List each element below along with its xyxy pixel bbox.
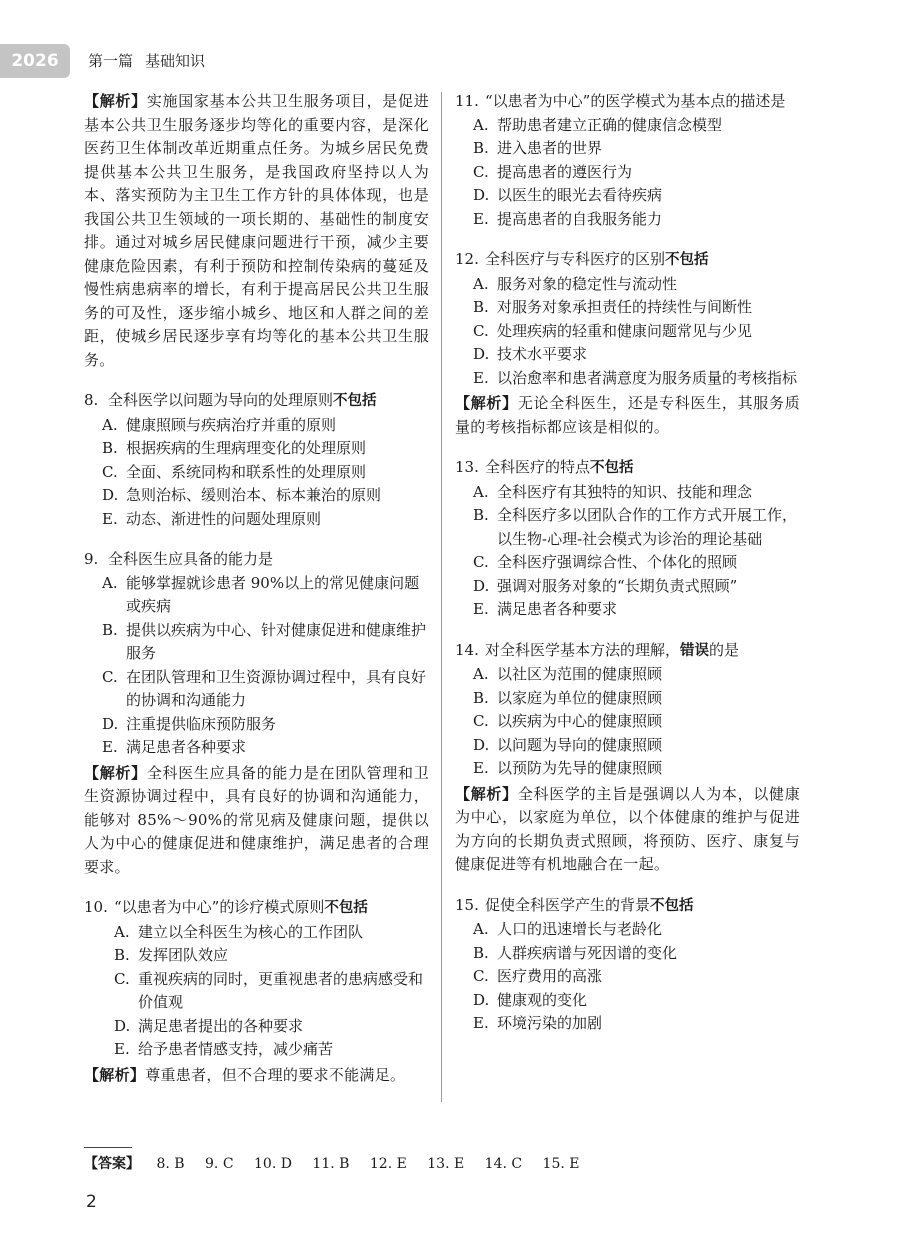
option-b: B. 进入患者的世界 (473, 139, 603, 157)
option-c: C. 以疾病为中心的健康照顾 (473, 712, 663, 730)
option-e: E. 提高患者的自我服务能力 (473, 209, 663, 228)
question-number: 14. (455, 640, 479, 659)
explanation-block (455, 783, 800, 877)
explanation-text: 全科医学的主旨是强调以人为本，以健康为中心，以家庭为单位，以个体健康的维护与促进为方向的长期负责式照顾，将预防、医疗、康复与健康促进等有机地融合在一起。 (455, 784, 801, 873)
answer-item: 9. C (205, 1156, 234, 1172)
question-stem (455, 639, 800, 664)
option-e: E. 满足患者各种要求 (102, 738, 247, 756)
emphasis: 不包括 (324, 900, 368, 916)
option-list (84, 921, 429, 1062)
explanation-tag: 【解析】 (455, 784, 518, 803)
question-text: 全科医学以问题为导向的处理原则不包括 (108, 391, 377, 409)
option-a: A. 全科医疗有其独特的知识、技能和理念 (473, 482, 753, 501)
option-b: B. 以家庭为单位的健康照顾 (473, 688, 663, 707)
option-a: A. 以社区为范围的健康照顾 (473, 665, 663, 683)
question-stem (84, 896, 429, 921)
option-a: A. 建立以全科医生为核心的工作团队 (114, 922, 364, 941)
emphasis: 不包括 (590, 460, 634, 476)
option-b: B. 全科医疗多以团队合作的工作方式开展工作，以生物-心理-社会模式为诊治的理论基础 (473, 506, 798, 548)
option-list (455, 663, 800, 781)
question-text: 全科医疗的特点不包括 (485, 458, 634, 476)
section-title (88, 44, 205, 78)
option-d: D. 满足患者提出的各种要求 (114, 1016, 304, 1035)
explanation-text: 无论全科医生，还是专科医生，其服务质量的考核指标都应该是相似的。 (455, 394, 801, 436)
question-text: 对全科医学基本方法的理解，错误的是 (485, 640, 740, 659)
question-8 (84, 389, 429, 531)
option-c: C. 全科医疗强调综合性、个体化的照顾 (473, 553, 738, 571)
question-stem (455, 90, 800, 114)
option-a: A. 能够掌握就诊患者 90%以上的常见健康问题或疾病 (102, 573, 420, 615)
option-e: E. 以预防为先导的健康照顾 (473, 759, 663, 777)
explanation-tag: 【解析】 (455, 394, 518, 412)
part-label: 第一篇 (88, 52, 134, 70)
emphasis: 不包括 (665, 252, 709, 268)
year-tab: 2026 (0, 44, 70, 78)
option-b: B. 根据疾病的生理病理变化的处理原则 (102, 439, 367, 457)
option-c: C. 处理疾病的轻重和健康问题常见与少见 (473, 321, 753, 340)
option-list (455, 114, 800, 232)
explanation-block (84, 90, 429, 372)
explanation-text: 尊重患者，但不合理的要求不能满足。 (145, 1065, 406, 1084)
explanation-tag: 【解析】 (84, 92, 147, 110)
option-list (84, 414, 429, 532)
option-e: E. 以治愈率和患者满意度为服务质量的考核指标 (473, 368, 798, 387)
option-d: D. 急则治标、缓则治本、标本兼治的原则 (102, 486, 382, 504)
option-b: B. 对服务对象承担责任的持续性与间断性 (473, 298, 753, 316)
chapter-label: 基础知识 (145, 52, 206, 70)
option-list (84, 572, 429, 760)
option-b: B. 提供以疾病为中心、针对健康促进和健康维护服务 (102, 620, 427, 662)
question-stem (455, 456, 800, 481)
question-stem (84, 548, 429, 572)
question-stem (84, 389, 429, 414)
right-column (455, 90, 800, 1036)
answer-item: 15. E (542, 1156, 580, 1172)
option-d: D. 注重提供临床预防服务 (102, 714, 277, 733)
column-divider (441, 92, 442, 1102)
question-text: 促使全科医学产生的背景不包括 (485, 895, 694, 914)
option-e: E. 给予患者情感支持，减少痛苦 (114, 1040, 334, 1058)
question-10 (84, 896, 429, 1087)
option-c: C. 在团队管理和卫生资源协调过程中，具有良好的协调和沟通能力 (102, 667, 427, 709)
explanation-block (455, 392, 800, 439)
explanation-text: 全科医生应具备的能力是在团队管理和卫生资源协调过程中，具有良好的协调和沟通能力，能够对 85%～90%的常见病及健康问题，提供以人为中心的健康促进和健康维护，满足患者的合理要求。 (84, 763, 430, 876)
question-text: 全科医生应具备的能力是 (108, 550, 274, 568)
option-list (455, 918, 800, 1036)
answer-key-tag: 【答案】 (84, 1156, 140, 1172)
option-e: E. 环境污染的加剧 (473, 1014, 603, 1032)
option-c: C. 全面、系统同构和联系性的处理原则 (102, 462, 367, 481)
emphasis: 错误 (680, 642, 710, 659)
option-e: E. 满足患者各种要求 (473, 600, 618, 618)
question-number: 10. (84, 898, 108, 916)
option-list (455, 273, 800, 391)
question-number: 8. (84, 391, 99, 409)
emphasis: 不包括 (333, 393, 377, 409)
question-number: 13. (455, 458, 479, 476)
question-text: “以患者为中心”的诊疗模式原则不包括 (114, 898, 368, 916)
question-12 (455, 248, 800, 439)
option-d: D. 以问题为导向的健康照顾 (473, 735, 663, 754)
question-stem (455, 894, 800, 919)
question-stem (455, 248, 800, 273)
option-d: D. 健康观的变化 (473, 990, 588, 1009)
option-c: C. 重视疾病的同时，更重视患者的患病感受和价值观 (114, 969, 424, 1011)
option-d: D. 技术水平要求 (473, 345, 588, 363)
answer-item: 11. B (312, 1156, 350, 1172)
question-number: 12. (455, 250, 479, 268)
answer-key (84, 1154, 595, 1174)
option-a: A. 健康照顾与疾病治疗并重的原则 (102, 415, 337, 434)
page-number: 2 (86, 1192, 97, 1212)
page-header (0, 44, 900, 78)
question-number: 11. (455, 92, 479, 110)
left-column (84, 90, 429, 1087)
option-b: B. 人群疾病谱与死因谱的变化 (473, 943, 678, 962)
explanation-text: 实施国家基本公共卫生服务项目，是促进基本公共卫生服务逐步均等化的重要内容，是深化医药卫生体制改革近期重点任务。为城乡居民免费提供基本公共卫生服务，是我国政府坚持以人为本、落实预防为主卫生工作方针的具体体现，也是我国公共卫生领域的一项长期的、基础性的制度安排。通过对城乡居民健康问题进行干预，减少主要健康危险因素，有利于预防和控制传染病的蔓延及慢性病患病率的增长，有利于提高居民公共卫生服务的可及性，逐步缩小城乡、地区和人群之间的差距，使城乡居民逐步享有均等化的基本公共卫生服务。 (84, 92, 430, 369)
option-a: A. 帮助患者建立正确的健康信念模型 (473, 115, 723, 134)
option-c: C. 医疗费用的高涨 (473, 967, 603, 985)
option-d: D. 以医生的眼光去看待疾病 (473, 186, 663, 204)
question-number: 15. (455, 895, 479, 914)
question-13 (455, 456, 800, 622)
explanation-block (84, 1064, 429, 1088)
option-b: B. 发挥团队效应 (114, 946, 229, 964)
explanation-block (84, 762, 429, 880)
option-list (455, 481, 800, 622)
question-text: “以患者为中心”的医学模式为基本点的描述是 (485, 92, 786, 110)
question-number: 9. (84, 550, 99, 568)
option-a: A. 人口的迅速增长与老龄化 (473, 920, 663, 938)
answers-divider (84, 1147, 132, 1148)
question-text: 全科医疗与专科医疗的区别不包括 (485, 250, 709, 268)
question-15 (455, 894, 800, 1036)
emphasis: 不包括 (650, 897, 694, 914)
answer-item: 13. E (427, 1156, 465, 1172)
answer-item: 8. B (156, 1156, 185, 1172)
question-14 (455, 639, 800, 877)
answer-item: 12. E (369, 1156, 407, 1172)
question-9 (84, 548, 429, 879)
option-d: D. 强调对服务对象的“长期负责式照顾” (473, 576, 738, 595)
option-c: C. 提高患者的遵医行为 (473, 162, 633, 181)
question-11 (455, 90, 800, 231)
option-a: A. 服务对象的稳定性与流动性 (473, 274, 678, 293)
answer-item: 10. D (254, 1156, 292, 1172)
option-e: E. 动态、渐进性的问题处理原则 (102, 509, 322, 528)
explanation-tag: 【解析】 (84, 1065, 146, 1084)
answer-item: 14. C (484, 1156, 523, 1172)
explanation-tag: 【解析】 (84, 763, 147, 782)
